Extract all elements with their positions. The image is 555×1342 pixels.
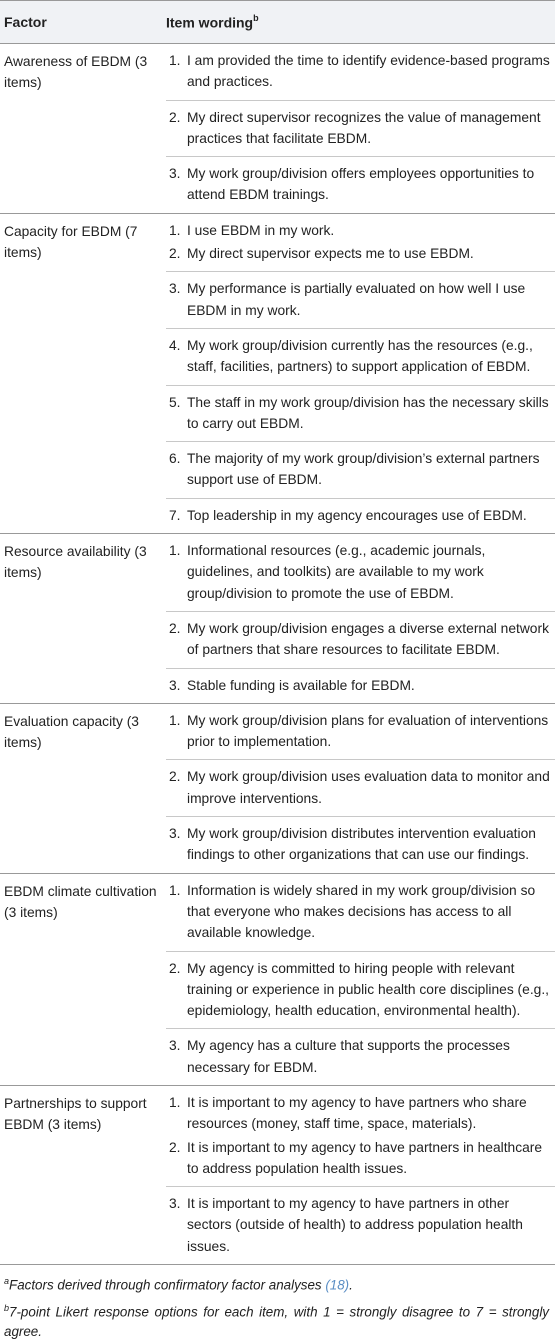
- item-text: My performance is partially evaluated on how well I use EBDM in my work.: [187, 281, 526, 318]
- factor-cell: Capacity for EBDM (7 items): [0, 213, 166, 533]
- footnote-b-text: 7-point Likert response options for each item, with 1 = strongly disagree to 7 = strongly agree.: [4, 1304, 549, 1339]
- footnote-b: [4, 1298, 549, 1342]
- item-text: My work group/division engages a diverse external network of partners that share resources to facilitate EBDM.: [187, 620, 549, 658]
- items-cell: [166, 534, 555, 704]
- list-item: [166, 951, 555, 1029]
- item-text: My agency is committed to hiring people with relevant training or experience in public health core disciplines (e.g., epidemiology, health education, environmental health).: [187, 960, 549, 1019]
- list-item: [166, 1137, 555, 1187]
- table-row: [0, 213, 555, 533]
- factor-cell: Awareness of EBDM (3 items): [0, 44, 166, 214]
- list-item: [166, 156, 555, 213]
- header-wording-footnote-mark: b: [253, 12, 259, 23]
- item-number: 2.: [169, 109, 181, 125]
- factor-cell: Partnerships to support EBDM (3 items): [0, 1085, 166, 1264]
- item-number: 2.: [169, 1139, 181, 1155]
- items-cell: [166, 44, 555, 214]
- item-number: 1.: [169, 53, 181, 68]
- item-list: [166, 1086, 555, 1264]
- table-row: [0, 1085, 555, 1264]
- table-header: [0, 1, 555, 44]
- item-number: 2.: [169, 620, 181, 636]
- item-text: My work group/division currently has the resources (e.g., staff, facilities, partners) to support application of EBDM.: [187, 337, 533, 375]
- header-factor-label: Factor: [4, 14, 47, 30]
- item-text: The staff in my work group/division has the necessary skills to carry out EBDM.: [187, 394, 549, 431]
- item-list: [166, 44, 555, 213]
- list-item: [166, 534, 555, 611]
- items-cell: [166, 213, 555, 533]
- item-number: 1.: [169, 882, 181, 898]
- list-item: [166, 1086, 555, 1137]
- item-number: 5.: [169, 394, 181, 410]
- footnote-a-mark: a: [4, 1276, 10, 1287]
- item-text: My work group/division offers employees opportunities to attend EBDM trainings.: [187, 166, 535, 203]
- footnote-a-period: .: [349, 1277, 353, 1293]
- item-text: My direct supervisor recognizes the value of management practices that facilitate EBDM.: [187, 109, 541, 146]
- table-body: [0, 44, 555, 1265]
- item-text: My work group/division distributes intervention evaluation findings to other organizations that can use our findings.: [187, 826, 536, 863]
- header-wording-label: Item wording: [166, 14, 254, 31]
- item-list: [166, 874, 555, 1085]
- item-number: 2.: [169, 246, 181, 262]
- factor-cell: Resource availability (3 items): [0, 534, 166, 704]
- item-number: 1.: [169, 1094, 181, 1110]
- list-item: [166, 816, 555, 873]
- item-list: [166, 534, 555, 703]
- list-item: [166, 704, 555, 760]
- item-number: 3.: [169, 281, 181, 297]
- factor-cell: Evaluation capacity (3 items): [0, 703, 166, 873]
- item-text: Stable funding is available for EBDM.: [187, 677, 415, 693]
- list-item: [166, 1028, 555, 1085]
- list-item: [166, 214, 555, 243]
- footnote-b-mark: b: [4, 1302, 10, 1313]
- item-number: 6.: [169, 451, 181, 467]
- item-text: Informational resources (e.g., academic journals, guidelines, and toolkits) are available to my work group/division to promote the use of EBDM.: [187, 543, 486, 601]
- list-item: [166, 874, 555, 951]
- item-number: 3.: [169, 166, 181, 182]
- item-text: My work group/division uses evaluation data to monitor and improve interventions.: [187, 769, 550, 806]
- items-cell: [166, 873, 555, 1085]
- list-item: [166, 611, 555, 668]
- list-item: [166, 1186, 555, 1264]
- items-cell: [166, 1085, 555, 1264]
- factor-cell: EBDM climate cultivation (3 items): [0, 873, 166, 1085]
- table-row: [0, 873, 555, 1085]
- table-row: [0, 703, 555, 873]
- table-row: [0, 44, 555, 214]
- footnote-a-reference-link[interactable]: (18): [325, 1277, 350, 1293]
- list-item: [166, 243, 555, 271]
- item-text: My work group/division plans for evaluation of interventions prior to implementation.: [187, 712, 549, 750]
- footnote-a-text: Factors derived through confirmatory factor analyses: [9, 1277, 326, 1293]
- item-number: 1.: [169, 712, 181, 728]
- list-item: [166, 441, 555, 498]
- item-text: My direct supervisor expects me to use EBDM.: [187, 246, 474, 262]
- item-text: Top leadership in my agency encourages use of EBDM.: [187, 507, 527, 523]
- list-item: [166, 44, 555, 100]
- list-item: [166, 100, 555, 157]
- item-text: Information is widely shared in my work group/division so that everyone who makes decisions has access to all available knowledge.: [187, 882, 536, 941]
- item-number: 2.: [169, 769, 181, 785]
- item-number: 3.: [169, 826, 181, 842]
- item-text: I use EBDM in my work.: [187, 222, 335, 238]
- item-number: 2.: [169, 960, 181, 976]
- item-number: 1.: [169, 543, 181, 559]
- item-number: 3.: [169, 1196, 181, 1212]
- item-text: I am provided the time to identify evidence-based programs and practices.: [187, 53, 550, 90]
- list-item: [166, 668, 555, 703]
- header-factor: [0, 1, 166, 44]
- list-item: [166, 271, 555, 328]
- item-text: My agency has a culture that supports the processes necessary for EBDM.: [187, 1038, 510, 1075]
- item-text: It is important to my agency to have partners who share resources (money, staff time, space, materials).: [187, 1094, 527, 1132]
- item-list: [166, 704, 555, 873]
- item-text: The majority of my work group/division’s external partners support use of EBDM.: [187, 451, 540, 488]
- item-number: 4.: [169, 337, 181, 353]
- list-item: [166, 328, 555, 385]
- list-item: [166, 759, 555, 816]
- item-list: [166, 214, 555, 533]
- item-number: 3.: [169, 1038, 181, 1054]
- items-cell: [166, 703, 555, 873]
- table-footnotes: [0, 1265, 555, 1342]
- list-item: [166, 498, 555, 533]
- header-item-wording: [166, 1, 555, 44]
- footnote-a: [4, 1271, 549, 1295]
- table-row: [0, 534, 555, 704]
- item-number: 1.: [169, 222, 181, 238]
- item-text: It is important to my agency to have partners in healthcare to address population health issues.: [187, 1139, 543, 1176]
- item-number: 3.: [169, 677, 181, 693]
- item-text: It is important to my agency to have partners in other sectors (outside of health) to address population health issues.: [187, 1196, 523, 1254]
- list-item: [166, 385, 555, 442]
- item-number: 7.: [169, 507, 181, 523]
